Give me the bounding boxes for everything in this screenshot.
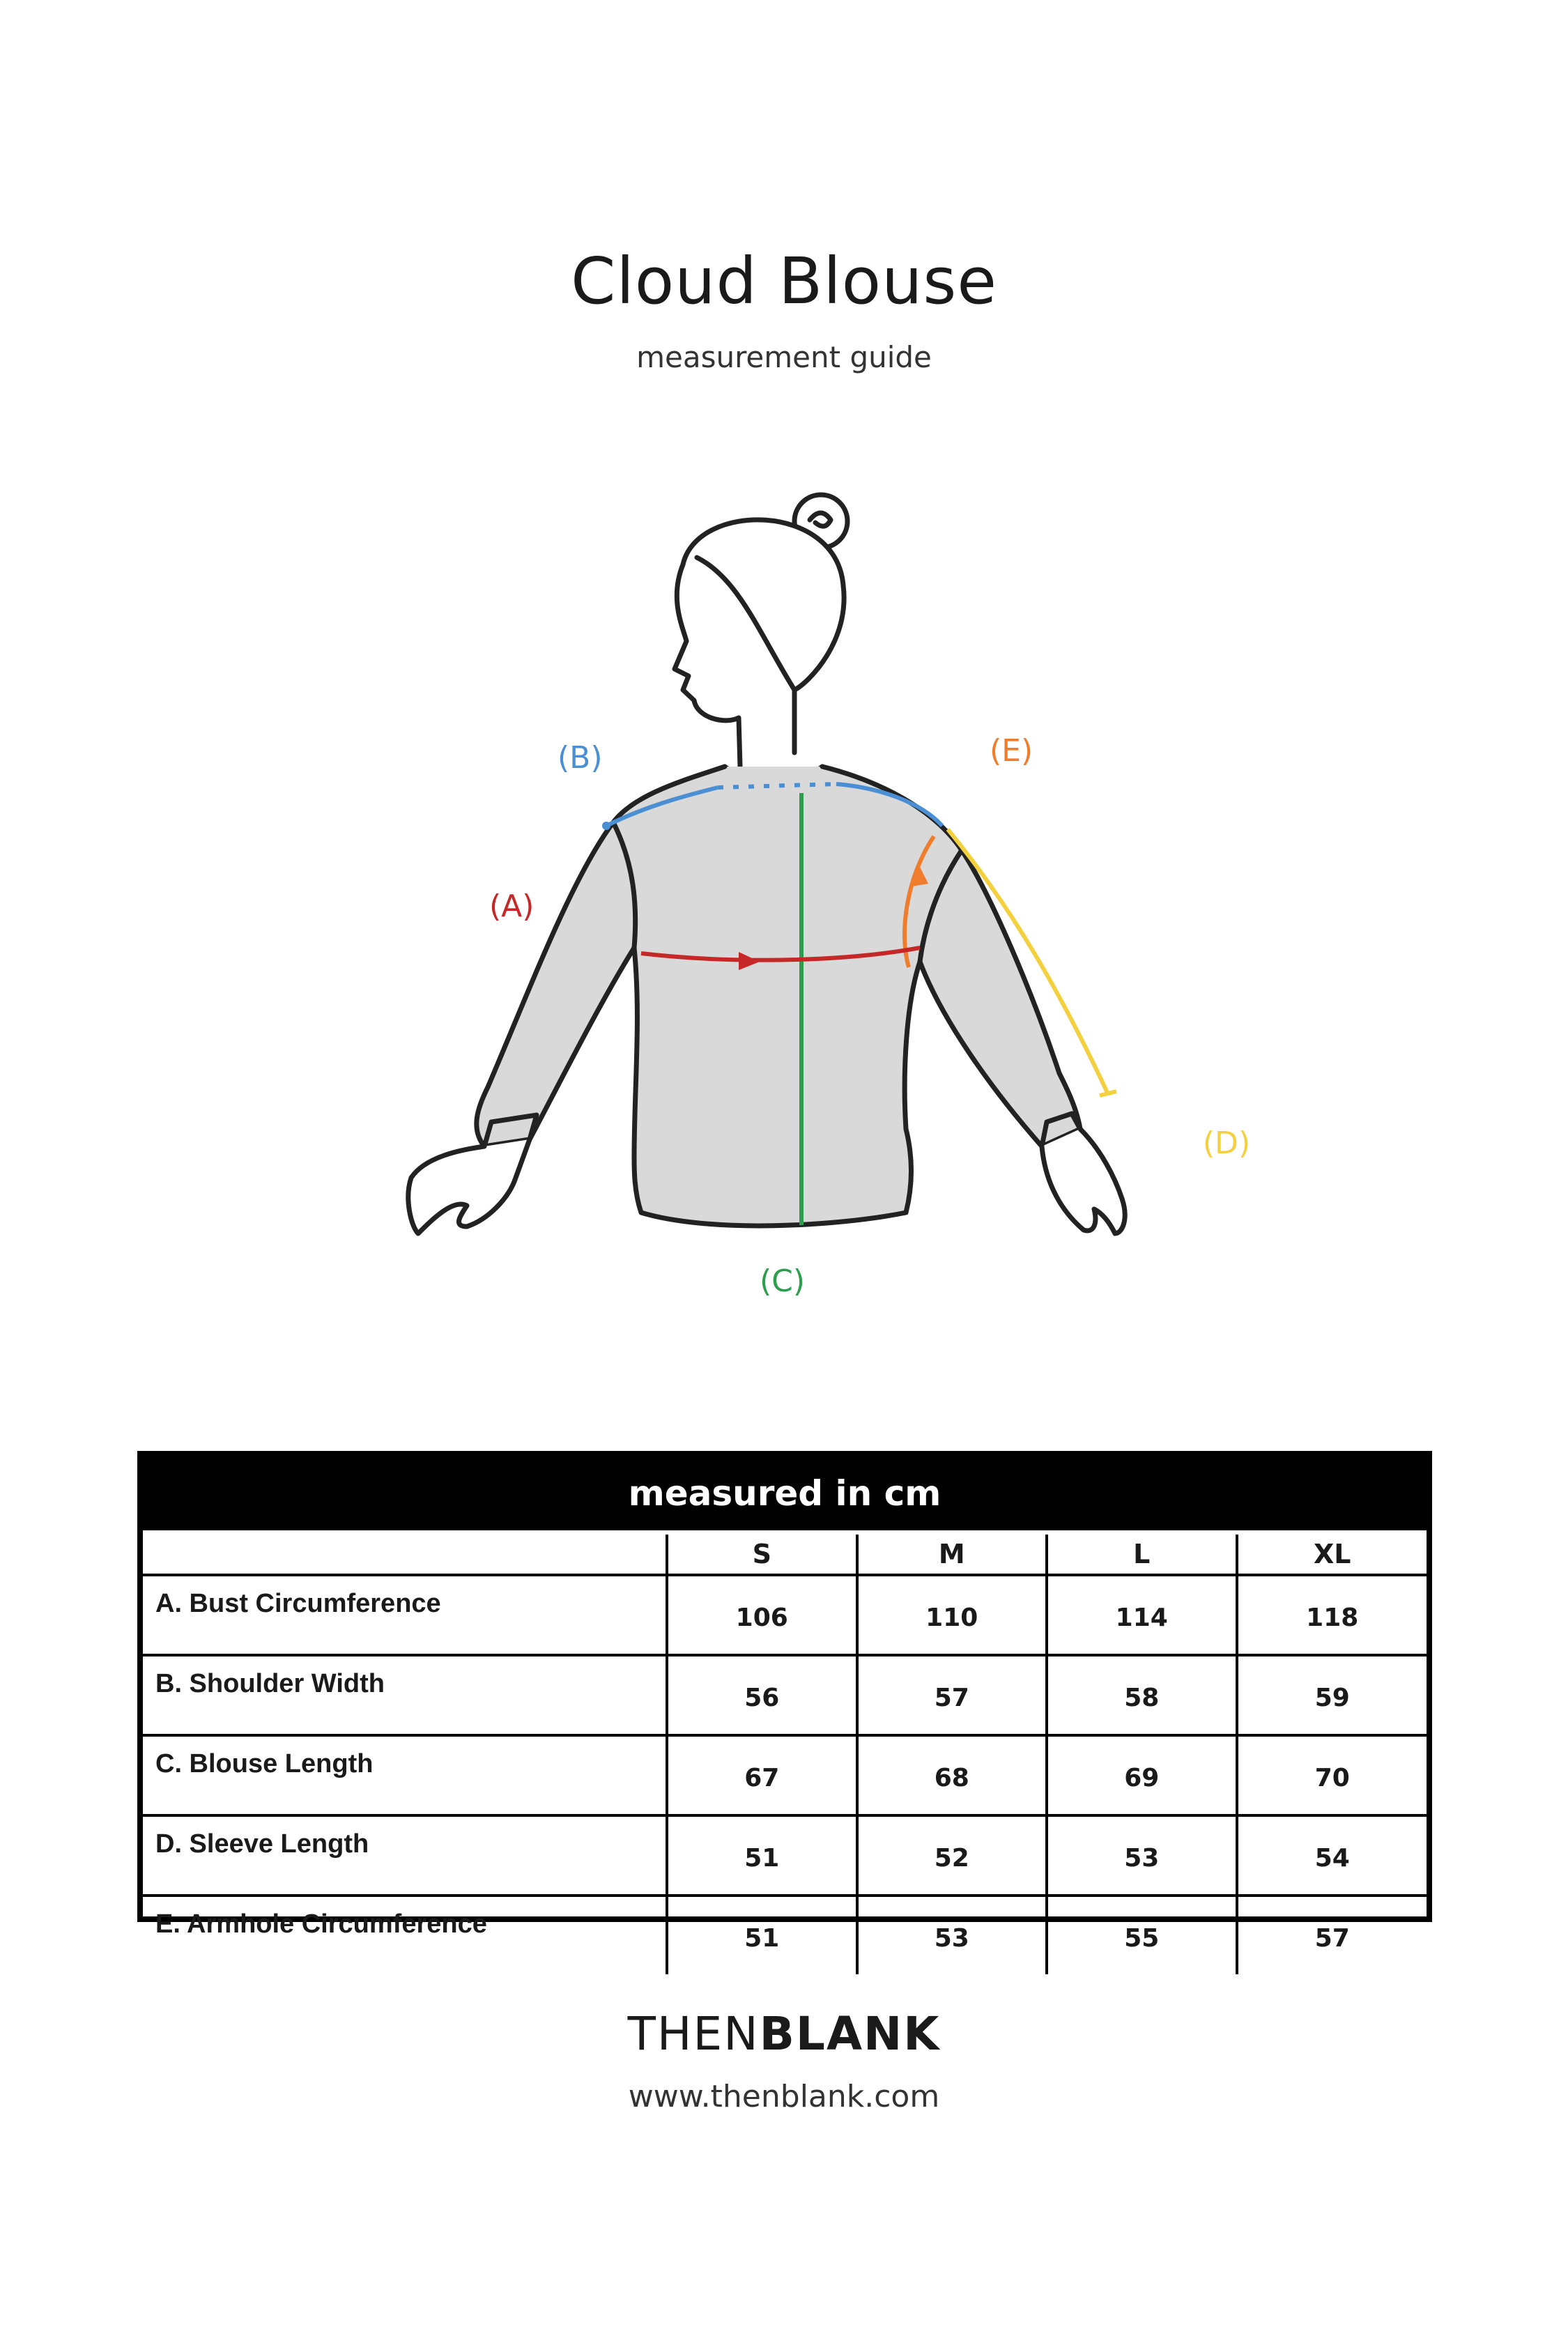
table-cell: 51 bbox=[667, 1896, 857, 1974]
table-cell: 57 bbox=[1237, 1896, 1427, 1974]
brand-text-blank: BLANK bbox=[759, 2007, 941, 2061]
table-row bbox=[143, 1896, 1427, 1974]
table-cell: 106 bbox=[667, 1575, 857, 1655]
size-table bbox=[143, 1535, 1427, 1974]
table-cell: 69 bbox=[1047, 1735, 1237, 1815]
table-cell: 55 bbox=[1047, 1896, 1237, 1974]
blouse-measurement-illustration bbox=[307, 460, 1282, 1331]
website-url[interactable]: www.thenblank.com bbox=[628, 2079, 940, 2114]
header-cell-m: M bbox=[857, 1535, 1047, 1575]
header-cell-xl: XL bbox=[1237, 1535, 1427, 1575]
table-caption: measured in cm bbox=[143, 1456, 1427, 1530]
table-cell: 58 bbox=[1047, 1655, 1237, 1735]
label-b: (B) bbox=[558, 740, 603, 776]
header-cell-empty bbox=[143, 1535, 667, 1575]
table-row bbox=[143, 1735, 1427, 1815]
row-label: C. Blouse Length bbox=[143, 1735, 667, 1815]
brand-logo bbox=[0, 2007, 1568, 2061]
size-chart-table bbox=[137, 1451, 1432, 1953]
table-cell: 51 bbox=[667, 1815, 857, 1896]
table-cell: 53 bbox=[857, 1896, 1047, 1974]
table-row bbox=[143, 1655, 1427, 1735]
header-cell-l: L bbox=[1047, 1535, 1237, 1575]
table-cell: 110 bbox=[857, 1575, 1047, 1655]
table-cell: 59 bbox=[1237, 1655, 1427, 1735]
label-d: (D) bbox=[1202, 1125, 1251, 1161]
label-c: (C) bbox=[760, 1263, 806, 1299]
header-cell-s: S bbox=[667, 1535, 857, 1575]
figure-drawing bbox=[408, 495, 1125, 1233]
table-cell: 52 bbox=[857, 1815, 1047, 1896]
table-cell: 57 bbox=[857, 1655, 1047, 1735]
row-label: D. Sleeve Length bbox=[143, 1815, 667, 1896]
label-a: (A) bbox=[489, 889, 535, 924]
row-label: A. Bust Circumference bbox=[143, 1575, 667, 1655]
table-cell: 118 bbox=[1237, 1575, 1427, 1655]
brand-text-then: THEN bbox=[627, 2007, 760, 2061]
page-subtitle: measurement guide bbox=[636, 340, 932, 374]
table-cell: 114 bbox=[1047, 1575, 1237, 1655]
table-cell: 68 bbox=[857, 1735, 1047, 1815]
row-label: E. Armhole Circumference bbox=[143, 1896, 667, 1974]
table-row bbox=[143, 1575, 1427, 1655]
table-cell: 53 bbox=[1047, 1815, 1237, 1896]
table-cell: 67 bbox=[667, 1735, 857, 1815]
row-label: B. Shoulder Width bbox=[143, 1655, 667, 1735]
table-cell: 70 bbox=[1237, 1735, 1427, 1815]
label-e: (E) bbox=[990, 733, 1033, 769]
page-title: Cloud Blouse bbox=[571, 244, 997, 318]
table-cell: 56 bbox=[667, 1655, 857, 1735]
table-header-row bbox=[143, 1535, 1427, 1575]
table-row bbox=[143, 1815, 1427, 1896]
table-cell: 54 bbox=[1237, 1815, 1427, 1896]
